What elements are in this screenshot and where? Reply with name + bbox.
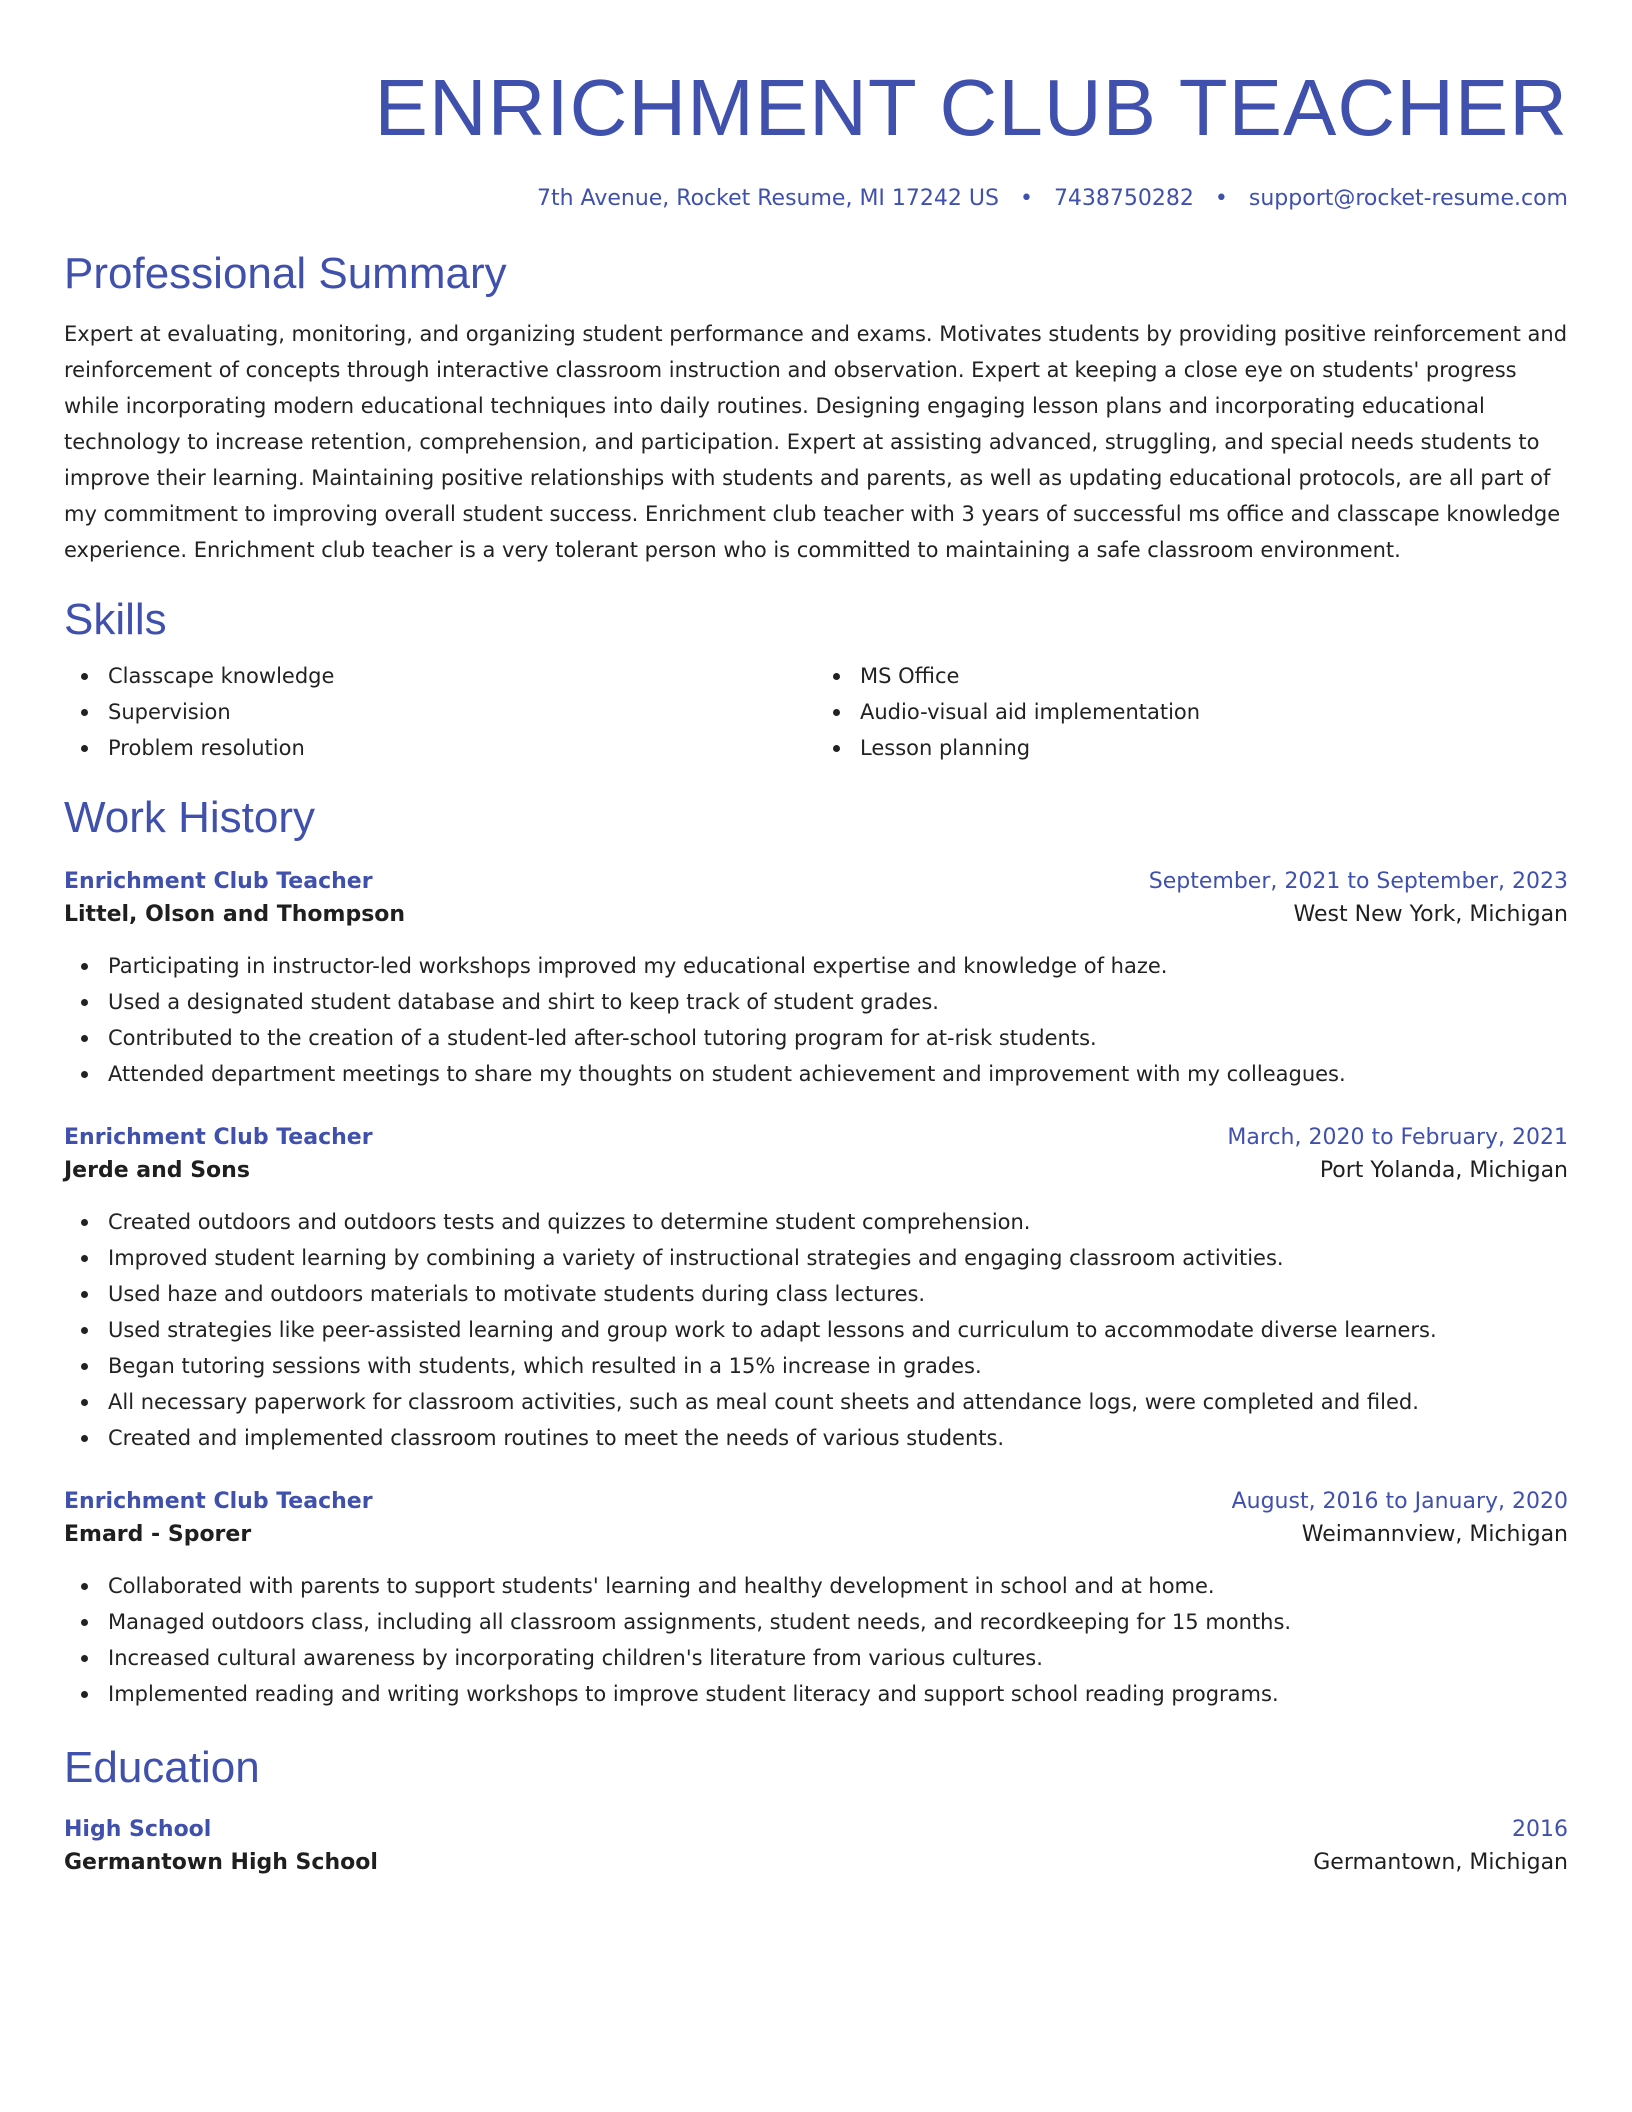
job-bullet: Collaborated with parents to support students' learning and healthy development in school and at home.: [64, 1568, 1568, 1604]
job-bullets: [64, 1568, 1568, 1712]
job-bullet: Used a designated student database and shirt to keep track of student grades.: [64, 984, 1568, 1020]
job-location: Weimannview, Michigan: [1301, 1522, 1568, 1547]
education-entry: [64, 1814, 1568, 1880]
summary-heading: Professional Summary: [64, 249, 507, 298]
job-entry: [64, 1486, 1568, 1712]
job-bullets: [64, 948, 1568, 1092]
job-company: Jerde and Sons: [64, 1158, 250, 1183]
job-company-row: [64, 1518, 1568, 1552]
job-bullet: All necessary paperwork for classroom activities, such as meal count sheets and attendance logs, were completed and filed.: [64, 1384, 1568, 1420]
job-location: West New York, Michigan: [1293, 902, 1568, 927]
job-header-row: [64, 1486, 1568, 1518]
job-bullet: Created outdoors and outdoors tests and quizzes to determine student comprehension.: [64, 1204, 1568, 1240]
job-header-row: [64, 1122, 1568, 1154]
job-entry: [64, 1122, 1568, 1456]
skills-column-right: [816, 658, 1568, 766]
job-bullet: Increased cultural awareness by incorporating children's literature from various cultures.: [64, 1640, 1568, 1676]
job-bullet: Attended department meetings to share my thoughts on student achievement and improvement with my colleagues.: [64, 1056, 1568, 1092]
job-company-row: [64, 898, 1568, 932]
skills-column-left: [64, 658, 816, 766]
education-location: Germantown, Michigan: [1313, 1850, 1568, 1875]
job-bullet: Implemented reading and writing workshops to improve student literacy and support school reading programs.: [64, 1676, 1568, 1712]
work-history-heading: Work History: [64, 793, 315, 842]
contact-phone: 7438750282: [1053, 186, 1194, 211]
contact-email: support@rocket-resume.com: [1248, 186, 1568, 211]
job-role: Enrichment Club Teacher: [64, 1489, 373, 1514]
job-company-row: [64, 1154, 1568, 1188]
resume-title: ENRICHMENT CLUB TEACHER: [374, 63, 1568, 152]
contact-address: 7th Avenue, Rocket Resume, MI 17242 US: [537, 186, 999, 211]
job-dates: March, 2020 to February, 2021: [1227, 1125, 1568, 1150]
skill-item: Problem resolution: [64, 730, 816, 766]
skill-item: Supervision: [64, 694, 816, 730]
job-bullet: Began tutoring sessions with students, which resulted in a 15% increase in grades.: [64, 1348, 1568, 1384]
job-bullet: Participating in instructor-led workshops improved my educational expertise and knowledge of haze.: [64, 948, 1568, 984]
job-header-row: [64, 866, 1568, 898]
education-heading: Education: [64, 1743, 260, 1792]
job-role: Enrichment Club Teacher: [64, 1125, 373, 1150]
job-bullet: Used haze and outdoors materials to motivate students during class lectures.: [64, 1276, 1568, 1312]
contact-separator: •: [1019, 186, 1033, 211]
skill-item: Lesson planning: [816, 730, 1568, 766]
job-company: Emard - Sporer: [64, 1522, 252, 1547]
skill-item: Audio-visual aid implementation: [816, 694, 1568, 730]
job-bullet: Contributed to the creation of a student-led after-school tutoring program for at-risk students.: [64, 1020, 1568, 1056]
summary-text: Expert at evaluating, monitoring, and organizing student performance and exams. Motivates students by providing positive reinforcement and reinforcement of concepts through interactive classroom instruction and observation. Expert at keeping a close eye on students' progress while incorporating modern educational techniques into daily routines. Designing engaging lesson plans and incorporating educational technology to increase retention, comprehension, and participation. Expert at assisting advanced, struggling, and special needs students to improve their learning. Maintaining positive relationships with students and parents, as well as updating educational protocols, are all part of my commitment to improving overall student success. Enrichment club teacher with 3 years of successful ms office and classcape knowledge experience. Enrichment club teacher is a very tolerant person who is committed to maintaining a safe classroom environment.: [64, 322, 1568, 562]
education-school-row: [64, 1846, 1568, 1880]
job-role: Enrichment Club Teacher: [64, 869, 373, 894]
job-bullets: [64, 1204, 1568, 1456]
job-dates: September, 2021 to September, 2023: [1148, 869, 1568, 894]
job-bullet: Created and implemented classroom routines to meet the needs of various students.: [64, 1420, 1568, 1456]
job-company: Littel, Olson and Thompson: [64, 902, 406, 927]
job-bullet: Managed outdoors class, including all classroom assignments, student needs, and recordkeeping for 15 months.: [64, 1604, 1568, 1640]
contact-line: [64, 184, 1568, 214]
education-year: 2016: [1512, 1817, 1568, 1842]
skill-item: Classcape knowledge: [64, 658, 816, 694]
education-degree: High School: [64, 1817, 212, 1842]
skills-heading: Skills: [64, 595, 167, 644]
job-location: Port Yolanda, Michigan: [1319, 1158, 1568, 1183]
education-header-row: [64, 1814, 1568, 1846]
job-entry: [64, 866, 1568, 1092]
education-school: Germantown High School: [64, 1850, 378, 1875]
contact-separator: •: [1214, 186, 1228, 211]
job-bullet: Used strategies like peer-assisted learning and group work to adapt lessons and curriculum to accommodate diverse learners.: [64, 1312, 1568, 1348]
job-dates: August, 2016 to January, 2020: [1231, 1489, 1568, 1514]
skill-item: MS Office: [816, 658, 1568, 694]
job-bullet: Improved student learning by combining a variety of instructional strategies and engaging classroom activities.: [64, 1240, 1568, 1276]
skills-list: [64, 658, 1568, 766]
